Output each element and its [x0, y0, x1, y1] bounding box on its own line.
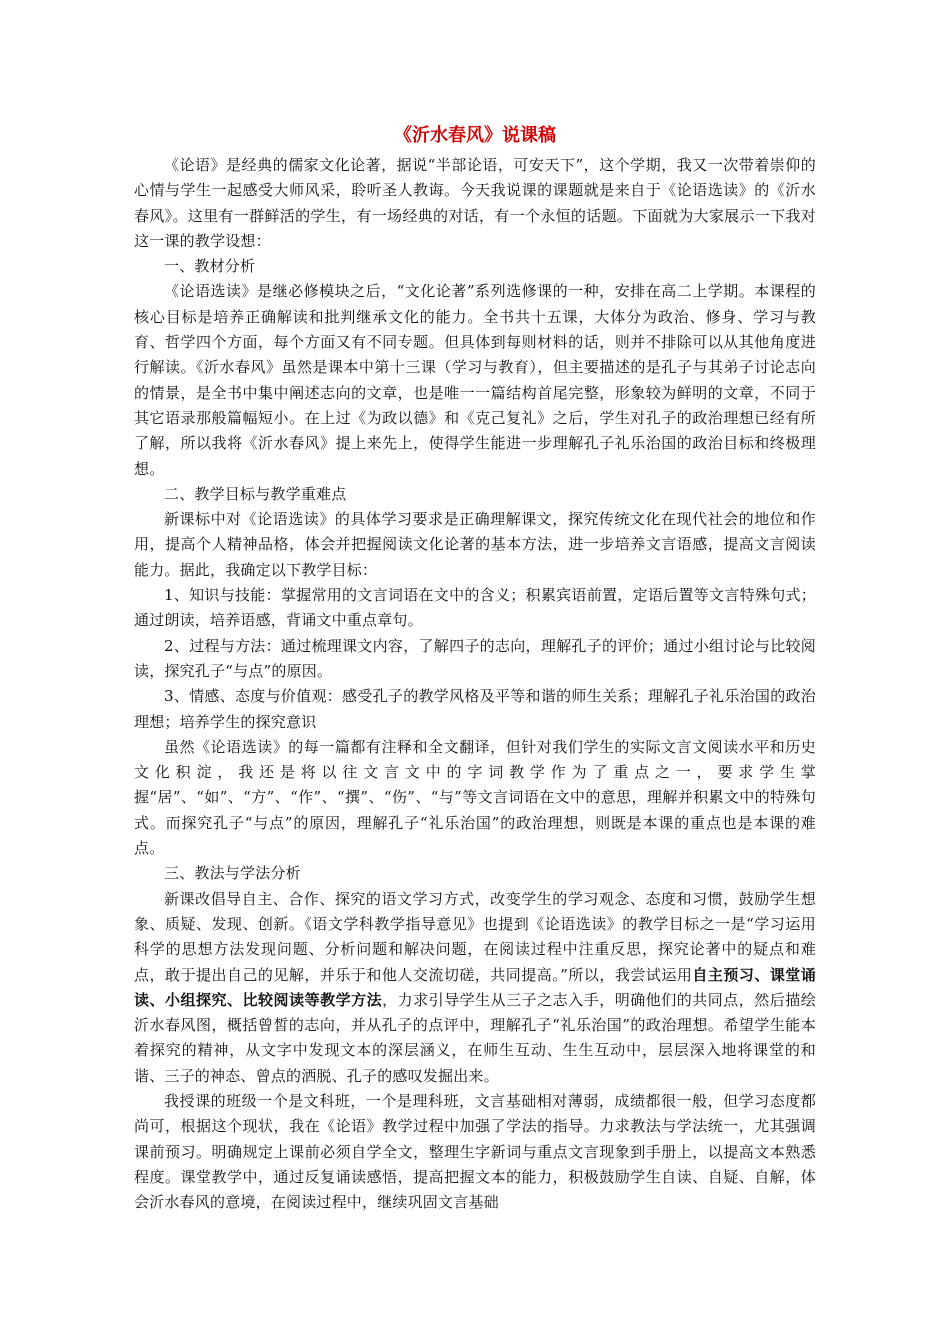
methods-paragraph — [134, 887, 816, 1089]
intro-paragraph: 《论语》是经典的儒家文化论著，据说“半部论语，可安天下”，这个学期，我又一次带着崇仰的心情与学生一起感受大师风采，聆听圣人教诲。今天我说课的课题就是来自于《论语选读》的《沂水春风》。这里有一群鲜活的学生，有一场经典的对话，有一个永恒的话题。下面就为大家展示一下我对这一课的教学设想： — [134, 156, 816, 250]
methods-text-bold: 自主预习、课堂诵读、小组探究、比较阅读等教学方法 — [134, 965, 816, 1009]
document-body — [134, 122, 816, 1215]
section-heading-methods: 三、教法与学法分析 — [164, 864, 301, 883]
goal-knowledge-skills: 1、知识与技能：掌握常用的文言词语在文中的含义；积累宾语前置，定语后置等文言特殊句式；通过朗读，培养语感，背诵文中重点章句。 — [134, 586, 816, 630]
section-heading-textbook-analysis: 一、教材分析 — [164, 257, 256, 276]
key-difficult-points-paragraph: 虽然《论语选读》的每一篇都有注释和全文翻译，但针对我们学生的实际文言文阅读水平和历史文化积淀，我还是将以往文言文中的字词教学作为了重点之一，要求学生掌握“居”、“如”、“方”、“作”、“撰”、“伤”、“与”等文言词语在文中的意思，理解并积累文中的特殊句式。而探究孔子“与点”的原因，理解孔子“礼乐治国”的政治理想，则既是本课的重点也是本课的难点。 — [134, 737, 816, 858]
class-situation-paragraph: 我授课的班级一个是文科班，一个是理科班，文言基础相对薄弱，成绩都很一般，但学习态度都尚可，根据这个现状，我在《论语》教学过程中加强了学法的指导。力求教法与学法统一，尤其强调课前预习。明确规定上课前必须自学全文，整理生字新词与重点文言现象到手册上，以提高文本熟悉程度。课堂教学中，通过反复诵读感悟，提高把握文本的能力，积极鼓励学生自读、自疑、自解，体会沂水春风的意境，在阅读过程中，继续巩固文言基础 — [134, 1091, 816, 1212]
textbook-analysis-paragraph: 《论语选读》是继必修模块之后，“文化论著”系列选修课的一种，安排在高二上学期。本课程的核心目标是培养正确解读和批判继承文化的能力。全书共十五课，大体分为政治、修身、学习与教育、哲学四个方面，每个方面又有不同专题。但具体到每则材料的话，则并不排除可以从其他角度进行解读。《沂水春风》虽然是课本中第十三课（学习与教育），但主要描述的是孔子与其弟子讨论志向的情景，是全书中集中阐述志向的文章，也是唯一一篇结构首尾完整，形象较为鲜明的文章，不同于其它语录那般篇幅短小。在上过《为政以德》和《克己复礼》之后，学生对孔子的政治理想已经有所了解，所以我将《沂水春风》提上来先上，使得学生能进一步理解孔子礼乐治国的政治目标和终极理想。 — [134, 282, 816, 478]
document-title: 《沂水春风》说课稿 — [394, 125, 556, 146]
methods-text-after: ，力求引导学生从三子之志入手，明确他们的共同点，然后描绘沂水春风图，概括曾皙的志向，并从孔子的点评中，理解孔子“礼乐治国”的政治理想。希望学生能本着探究的精神，从文字中发现文本的深层涵义，在师生互动、生生互动中，层层深入地将课堂的和谐、三子的神态、曾点的洒脱、孔子的感叹发掘出来。 — [134, 990, 816, 1085]
teaching-goals-paragraph: 新课标中对《论语选读》的具体学习要求是正确理解课文，探究传统文化在现代社会的地位和作用，提高个人精神品格，体会并把握阅读文化论著的基本方法，进一步培养文言语感，提高文言阅读能力。据此，我确定以下教学目标： — [134, 510, 816, 579]
goal-process-methods: 2、过程与方法：通过梳理课文内容，了解四子的志向，理解孔子的评价；通过小组讨论与比较阅读，探究孔子“与点”的原因。 — [134, 636, 816, 680]
goal-emotion-values: 3、情感、态度与价值观：感受孔子的教学风格及平等和谐的师生关系；理解孔子礼乐治国的政治理想；培养学生的探究意识 — [134, 687, 816, 731]
methods-text-before: 新课改倡导自主、合作、探究的语文学习方式，改变学生的学习观念、态度和习惯，鼓励学生想象、质疑、发现、创新。《语文学科教学指导意见》也提到《论语选读》的教学目标之一是“学习运用科学的思想方法发现问题、分析问题和解决问题，在阅读过程中注重反思，探究论著中的疑点和难点，敢于提出自己的见解，并乐于和他人交流切磋，共同提高。”所以，我尝试运用 — [134, 889, 816, 984]
section-heading-teaching-goals: 二、教学目标与教学重难点 — [164, 484, 347, 503]
